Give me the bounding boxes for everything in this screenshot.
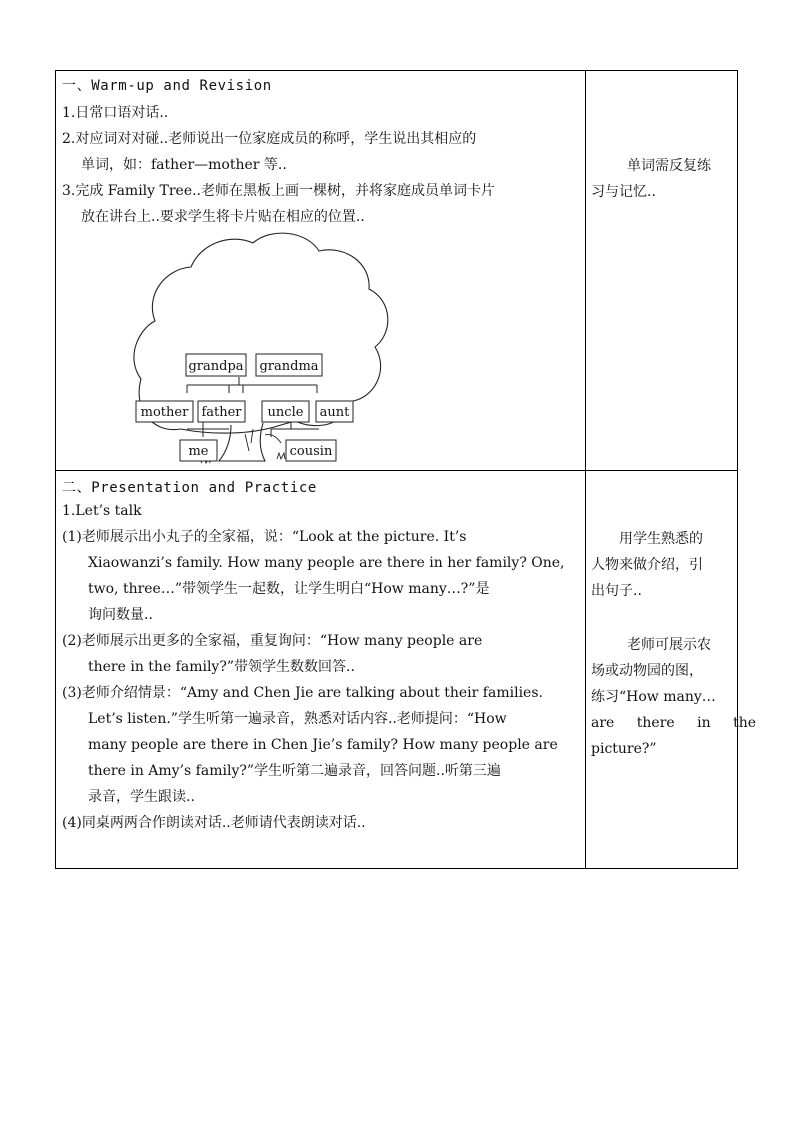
section2-subheading: 1.Let’s talk xyxy=(62,503,142,519)
section1-note-line-2: 习与记忆.. xyxy=(591,184,656,200)
section2-note2-line-2: 场或动物园的图， xyxy=(591,663,703,679)
section2-line-5: (2)老师展示出更多的全家福，重复询问：“How many people are xyxy=(62,633,483,649)
card-uncle: uncle xyxy=(267,405,304,420)
section2-note1-line-3: 出句子.. xyxy=(591,583,642,599)
section2-note2-line-1: 老师可展示农 xyxy=(627,637,711,653)
section2-note2-line-4: are there in the xyxy=(591,715,757,731)
section2-line-7: (3)老师介绍情景：“Amy and Chen Jie are talking about their families. xyxy=(62,685,543,701)
section2-note-2 xyxy=(591,632,757,762)
section1-line-4: 3.完成 Family Tree..老师在黑板上画一棵树，并将家庭成员单词卡片 xyxy=(62,183,496,199)
section1-heading: 一、Warm-up and Revision xyxy=(62,78,272,94)
section2-content xyxy=(62,477,580,836)
section2-note1-line-1: 用学生熟悉的 xyxy=(619,531,703,547)
column-divider xyxy=(585,71,586,868)
section2-line-10: there in Amy’s family?”学生听第二遍录音，回答问题..听第三遍 xyxy=(88,763,501,779)
section2-note2-line-3: 练习“How many… xyxy=(591,689,716,705)
lesson-plan-table xyxy=(55,70,757,869)
section2-line-12: (4)同桌两两合作朗读对话..老师请代表朗读对话.. xyxy=(62,815,366,831)
section1-line-1: 1.日常口语对话.. xyxy=(62,105,169,121)
card-me: me xyxy=(188,444,209,459)
card-aunt: aunt xyxy=(319,405,350,420)
section1-line-3: 单词，如：father—mother 等.. xyxy=(81,157,287,173)
section1-note-line-1: 单词需反复练 xyxy=(627,158,711,174)
section2-line-8: Let’s listen.”学生听第一遍录音，熟悉对话内容..老师提问：“How xyxy=(88,711,507,727)
section2-note2-line-5: picture?” xyxy=(591,741,657,757)
section2-line-11: 录音，学生跟读.. xyxy=(88,789,195,805)
section2-line-9: many people are there in Chen Jie’s family? How many people are xyxy=(88,737,558,753)
section2-line-6: there in the family?”带领学生数数回答.. xyxy=(88,659,355,675)
section2-heading: 二、Presentation and Practice xyxy=(62,480,317,496)
section2-note1-line-2: 人物来做介绍，引 xyxy=(591,557,703,573)
section2-line-3: two, three…”带领学生一起数，让学生明白“How many…?”是 xyxy=(88,581,490,597)
section2-line-1: (1)老师展示出小丸子的全家福，说：“Look at the picture. It’s xyxy=(62,529,467,545)
card-grandma: grandma xyxy=(259,359,319,374)
section2-note-1 xyxy=(591,526,733,604)
card-mother: mother xyxy=(140,405,189,420)
card-grandpa: grandpa xyxy=(188,359,244,374)
section2-line-4: 询问数量.. xyxy=(88,607,153,623)
section1-note xyxy=(591,153,733,205)
card-cousin: cousin xyxy=(289,444,333,459)
section1-line-5: 放在讲台上..要求学生将卡片贴在相应的位置.. xyxy=(81,209,365,225)
section2-line-2: Xiaowanzi’s family. How many people are there in her family? One, xyxy=(88,555,565,571)
card-father: father xyxy=(201,405,242,420)
family-tree-illustration xyxy=(131,229,391,467)
row-divider xyxy=(56,470,737,471)
section1-line-2: 2.对应词对对碰..老师说出一位家庭成员的称呼，学生说出其相应的 xyxy=(62,131,477,147)
section1-content xyxy=(62,75,580,230)
